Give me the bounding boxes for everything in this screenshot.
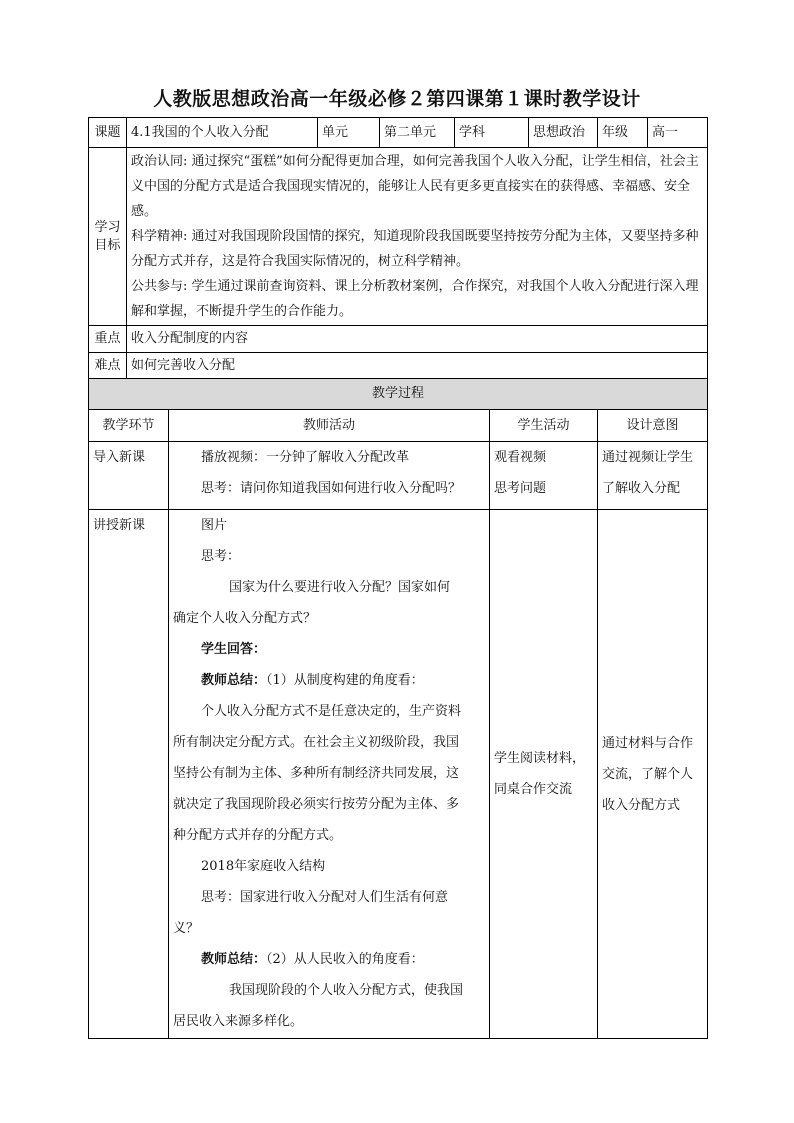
- grade-value: 高一: [648, 118, 708, 148]
- intro-intent: [598, 442, 708, 510]
- subject-label: 学科: [455, 118, 529, 148]
- header-row: [89, 118, 708, 148]
- lecture-para1-c: 坚持公有制为主体、多种所有制经济共同发展，这: [173, 766, 460, 781]
- lecture-chart-caption: 2018年家庭收入结构: [201, 859, 326, 874]
- lecture-intent-line2: 交流，了解个人: [602, 766, 694, 782]
- lecture-summary2: [173, 944, 485, 975]
- col-stage: 教学环节: [89, 410, 169, 442]
- lecture-para1-a: 个人收入分配方式不是任意决定的，生产资料: [201, 704, 462, 719]
- grade-label: 年级: [598, 118, 648, 148]
- lesson-plan-table: [88, 117, 708, 1039]
- intro-teacher: [169, 442, 490, 510]
- objectives-label-line1: 学习: [94, 219, 121, 235]
- difficult-point-label: 难点: [89, 353, 127, 379]
- lecture-intent: [598, 510, 708, 1039]
- intro-student: [490, 442, 598, 510]
- intro-teacher-line1: 播放视频：一分钟了解收入分配改革: [201, 450, 410, 465]
- objectives-row: [89, 148, 708, 326]
- col-student: 学生活动: [490, 410, 598, 442]
- key-point-row: [89, 326, 708, 353]
- objectives-label: [89, 148, 127, 326]
- summary1-label: 教师总结：: [201, 673, 267, 688]
- lecture-think2-b: 义？: [173, 921, 200, 936]
- document-title: 人教版思想政治高一年级必修２第四课第１课时教学设计: [153, 88, 641, 110]
- lecture-picture: 图片: [201, 518, 228, 533]
- col-intent: 设计意图: [598, 410, 708, 442]
- lecture-q1-a: 国家为什么要进行收入分配？国家如何: [229, 580, 451, 595]
- process-header: 教学过程: [89, 379, 708, 410]
- lecture-para1-e: 种分配方式并存的分配方式。: [173, 828, 343, 843]
- summary2-label: 教师总结：: [201, 952, 267, 967]
- intro-student-line2: 思考问题: [494, 481, 547, 496]
- subject-value: 思想政治: [529, 118, 598, 148]
- lecture-para2-b: 居民收入来源多样化。: [173, 1014, 304, 1029]
- objective-science: 科学精神: 通过对我国现阶段国情的探究，知道现阶段我国既要坚持按劳分配为主体，又要坚持多种分配方式并存，这是符合我国实际情况的，树立科学精神。: [131, 229, 699, 269]
- lecture-intent-line1: 通过材料与合作: [602, 735, 694, 751]
- intro-intent-line2: 了解收入分配: [602, 481, 681, 496]
- topic-label: 课题: [89, 118, 127, 148]
- lecture-student-line1: 学生阅读材料，: [494, 751, 586, 766]
- objective-participation: 公共参与: 学生通过课前查询资料、课上分析教材案例，合作探究，对我国个人收入分配进行深入理解和掌握，不断提升学生的合作能力。: [131, 279, 699, 319]
- topic-value: 4.1我国的个人收入分配: [127, 118, 318, 148]
- key-point-value: 收入分配制度的内容: [127, 326, 708, 353]
- lecture-para2-a: 我国现阶段的个人收入分配方式，使我国: [229, 983, 464, 998]
- summary1-text: （1）从制度构建的角度看：: [266, 673, 424, 688]
- lecture-student: [490, 510, 598, 1039]
- intro-row: [89, 442, 708, 510]
- objective-political: 政治认同: 通过探究“蛋糕”如何分配得更加合理，如何完善我国个人收入分配，让学生相信，社会主义中国的分配方式是适合我国现实情况的，能够让人民有更多更直接实在的获得感、幸福感、安全感。: [131, 154, 699, 219]
- intro-student-line1: 观看视频: [494, 450, 547, 465]
- objectives-label-line2: 目标: [94, 237, 121, 253]
- lecture-think2-a: 思考：国家进行收入分配对人们生活有何意: [201, 890, 449, 905]
- difficult-point-value: 如何完善收入分配: [127, 353, 708, 379]
- column-header-row: [89, 410, 708, 442]
- unit-value: 第二单元: [380, 118, 455, 148]
- lecture-para1-b: 所有制决定分配方式。在社会主义初级阶段，我国: [173, 735, 460, 750]
- lecture-row: [89, 510, 708, 1039]
- lecture-q1-b: 确定个人收入分配方式？: [173, 611, 317, 626]
- intro-intent-line1: 通过视频让学生: [602, 450, 694, 465]
- unit-label: 单元: [318, 118, 380, 148]
- difficult-point-row: [89, 353, 708, 379]
- summary2-text: （2）从人民收入的角度看：: [266, 952, 424, 967]
- key-point-label: 重点: [89, 326, 127, 353]
- intro-teacher-line2: 思考：请问你知道我国如何进行收入分配吗？: [201, 481, 462, 496]
- lecture-intent-line3: 收入分配方式: [602, 797, 681, 813]
- intro-stage: 导入新课: [89, 442, 169, 510]
- process-header-row: [89, 379, 708, 410]
- lecture-summary1: [173, 665, 485, 696]
- lecture-student-line2: 同桌合作交流: [494, 782, 573, 797]
- objectives-content: [127, 148, 708, 326]
- lecture-para1-d: 就决定了我国现阶段必须实行按劳分配为主体、多: [173, 797, 460, 812]
- lecture-think1: 思考：: [201, 549, 241, 564]
- lecture-stage: 讲授新课: [89, 510, 169, 1039]
- lecture-teacher: [169, 510, 490, 1039]
- lecture-student-answer: 学生回答：: [201, 642, 267, 657]
- col-teacher: 教师活动: [169, 410, 490, 442]
